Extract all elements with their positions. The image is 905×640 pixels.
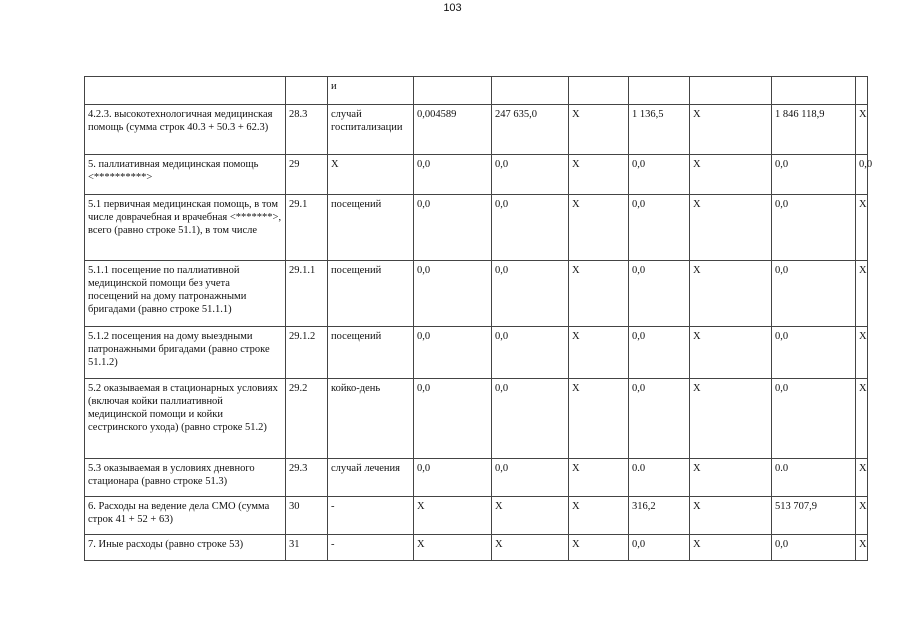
table-cell: и bbox=[328, 77, 414, 105]
table-cell: 5.1 первичная медицинская помощь, в том числе доврачебная и врачебная <*******>, всего (равно строке 51.1), в том числе bbox=[85, 195, 286, 261]
table-cell: 29.2 bbox=[286, 379, 328, 459]
table-cell: X bbox=[690, 535, 772, 561]
table-cell: X bbox=[414, 497, 492, 535]
table-cell: X bbox=[569, 155, 629, 195]
table-cell: 0,0 bbox=[414, 459, 492, 497]
table-cell: 0.0 bbox=[772, 459, 856, 497]
table-cell: 0,004589 bbox=[414, 105, 492, 155]
table-cell: 5.2 оказываемая в стационарных условиях (включая койки паллиативной медицинской помощи и койки сестринского ухода) (равно строке 51.2) bbox=[85, 379, 286, 459]
table-cell: 31 bbox=[286, 535, 328, 561]
table-cell bbox=[772, 77, 856, 105]
table-cell: 0,0 bbox=[414, 261, 492, 327]
table-cell: посещений bbox=[328, 327, 414, 379]
table-cell: случай лечения bbox=[328, 459, 414, 497]
table-cell: 0,0 bbox=[492, 195, 569, 261]
table-cell: посещений bbox=[328, 261, 414, 327]
table-cell: - bbox=[328, 497, 414, 535]
table-cell: X bbox=[690, 379, 772, 459]
table-cell: 0,0 bbox=[629, 327, 690, 379]
table-cell: 0,0 bbox=[629, 379, 690, 459]
table-cell: - bbox=[328, 535, 414, 561]
table-cell: 0,0 bbox=[629, 261, 690, 327]
table-cell: 5.1.1 посещение по паллиативной медицинской помощи без учета посещений на дому патронажными бригадами (равно строке 51.1.1) bbox=[85, 261, 286, 327]
table-cell: койко-день bbox=[328, 379, 414, 459]
table-cell: 1 846 118,9 bbox=[772, 105, 856, 155]
table-row bbox=[85, 379, 868, 459]
table-cell: X bbox=[569, 379, 629, 459]
table-row bbox=[85, 497, 868, 535]
table-cell: X bbox=[569, 261, 629, 327]
table-cell: 0,0 bbox=[629, 155, 690, 195]
table-cell bbox=[492, 77, 569, 105]
table-cell: 0,0 bbox=[414, 327, 492, 379]
table-cell: X bbox=[690, 195, 772, 261]
table-row bbox=[85, 327, 868, 379]
table-cell: X bbox=[856, 327, 868, 379]
table-cell: X bbox=[690, 155, 772, 195]
table-cell: X bbox=[569, 497, 629, 535]
table-row bbox=[85, 261, 868, 327]
table-cell: 0,0 bbox=[492, 327, 569, 379]
table-cell: 0,0 bbox=[492, 379, 569, 459]
table-cell: X bbox=[856, 379, 868, 459]
table-row bbox=[85, 459, 868, 497]
table-cell bbox=[569, 77, 629, 105]
table-cell: X bbox=[856, 195, 868, 261]
table-cell: 0,0 bbox=[772, 379, 856, 459]
table-cell: X bbox=[569, 459, 629, 497]
table-cell: 0,0 bbox=[772, 327, 856, 379]
data-table bbox=[84, 76, 873, 561]
table-cell: 0,0 bbox=[772, 195, 856, 261]
table-cell: X bbox=[569, 535, 629, 561]
table-cell: X bbox=[690, 459, 772, 497]
table-cell: 0,0 bbox=[492, 261, 569, 327]
table-cell: X bbox=[690, 105, 772, 155]
table-cell: X bbox=[492, 535, 569, 561]
table-cell: X bbox=[492, 497, 569, 535]
table-cell: 5. паллиативная медицинская помощь <**********> bbox=[85, 155, 286, 195]
table-cell: 28.3 bbox=[286, 105, 328, 155]
table-cell: 29.1.2 bbox=[286, 327, 328, 379]
table-cell: 0,0 bbox=[629, 535, 690, 561]
table-cell: 6. Расходы на ведение дела СМО (сумма строк 41 + 52 + 63) bbox=[85, 497, 286, 535]
table-cell: 7. Иные расходы (равно строке 53) bbox=[85, 535, 286, 561]
table-cell: X bbox=[690, 327, 772, 379]
page-number: 103 bbox=[443, 2, 462, 14]
table-cell: X bbox=[856, 497, 868, 535]
table-row bbox=[85, 155, 868, 195]
table-cell: 316,2 bbox=[629, 497, 690, 535]
table-cell: случай госпитализации bbox=[328, 105, 414, 155]
table-cell: X bbox=[569, 327, 629, 379]
table-cell: посещений bbox=[328, 195, 414, 261]
table-cell: 247 635,0 bbox=[492, 105, 569, 155]
table-cell: X bbox=[856, 535, 868, 561]
table-cell: 0,0 bbox=[629, 195, 690, 261]
table-cell bbox=[856, 77, 868, 105]
table-cell: X bbox=[690, 261, 772, 327]
table-cell: 0,0 bbox=[492, 155, 569, 195]
table-cell: 30 bbox=[286, 497, 328, 535]
table-cell: X bbox=[856, 261, 868, 327]
table-row bbox=[85, 105, 868, 155]
table-cell: 29.1.1 bbox=[286, 261, 328, 327]
table-cell: 4.2.3. высокотехнологичная медицинская помощь (сумма строк 40.3 + 50.3 + 62.3) bbox=[85, 105, 286, 155]
table-cell: X bbox=[856, 105, 868, 155]
table-cell bbox=[629, 77, 690, 105]
table-cell: 0,0 bbox=[772, 535, 856, 561]
table-cell: X bbox=[414, 535, 492, 561]
table-cell: 5.1.2 посещения на дому выездными патронажными бригадами (равно строке 51.1.2) bbox=[85, 327, 286, 379]
table-cell: 0,0 bbox=[856, 155, 868, 195]
table-cell: 1 136,5 bbox=[629, 105, 690, 155]
table-cell: 0,0 bbox=[492, 459, 569, 497]
table-cell: X bbox=[328, 155, 414, 195]
table-cell bbox=[286, 77, 328, 105]
table-cell: 0,0 bbox=[772, 261, 856, 327]
table-cell: 0,0 bbox=[414, 379, 492, 459]
table-cell: X bbox=[569, 105, 629, 155]
table-cell: 0.0 bbox=[629, 459, 690, 497]
table-cell: 0,0 bbox=[414, 155, 492, 195]
table-cell: 513 707,9 bbox=[772, 497, 856, 535]
table-row bbox=[85, 535, 868, 561]
table-row bbox=[85, 77, 868, 105]
table-cell: X bbox=[569, 195, 629, 261]
table-row bbox=[85, 195, 868, 261]
table-cell bbox=[690, 77, 772, 105]
table-cell bbox=[414, 77, 492, 105]
table-cell: 29.1 bbox=[286, 195, 328, 261]
table-cell: 29.3 bbox=[286, 459, 328, 497]
table-cell: 0,0 bbox=[772, 155, 856, 195]
table-cell: 0,0 bbox=[414, 195, 492, 261]
table-cell: 29 bbox=[286, 155, 328, 195]
table-cell: 5.3 оказываемая в условиях дневного стационара (равно строке 51.3) bbox=[85, 459, 286, 497]
table-cell: X bbox=[856, 459, 868, 497]
table-cell: X bbox=[690, 497, 772, 535]
table-cell bbox=[85, 77, 286, 105]
